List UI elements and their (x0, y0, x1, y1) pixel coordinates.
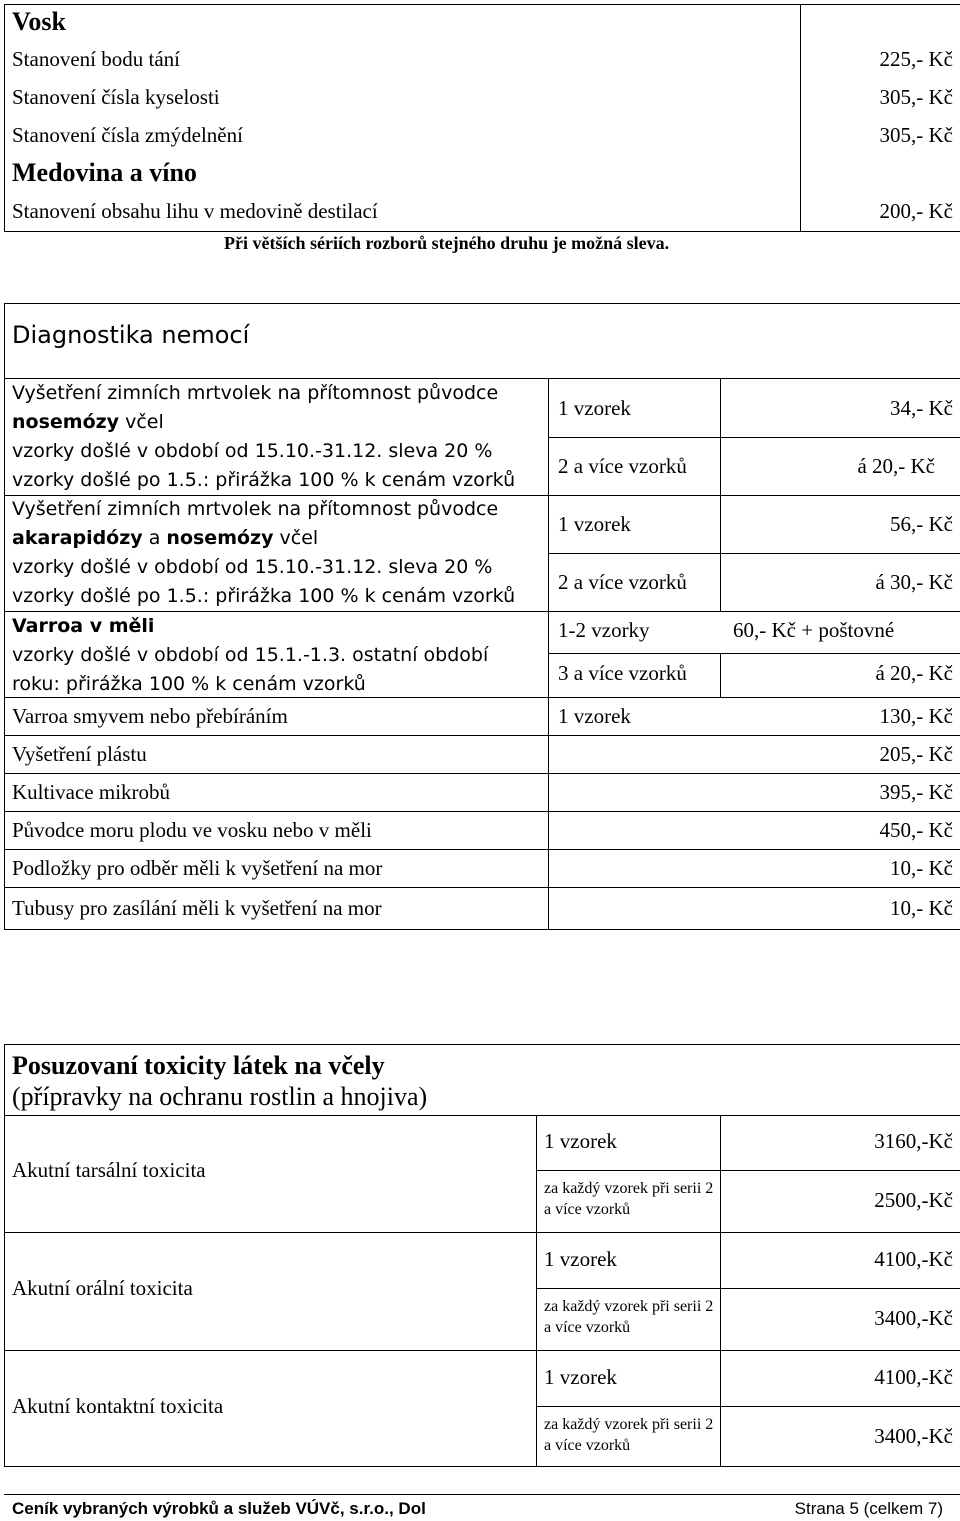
smyv-qty: 1 vzorek (558, 704, 631, 728)
akarapidoza-price-2: á 30,- Kč (875, 570, 953, 594)
toxicity-title (12, 1050, 427, 1112)
tox-divider (4, 1232, 960, 1233)
nosemoza-price-1: 34,- Kč (890, 396, 953, 420)
tox-item-qty-1: 1 vzorek (544, 1129, 617, 1153)
diag-divider (4, 849, 960, 850)
footer-rule (4, 1494, 960, 1495)
tox-item-price-1: 3160,-Kč (874, 1129, 953, 1153)
tox-item-price-1: 4100,-Kč (874, 1365, 953, 1389)
diag-divider (4, 735, 960, 736)
diag-row-price: 450,- Kč (879, 818, 953, 842)
vosk-row-label: Stanovení bodu tání (12, 47, 180, 71)
varroa-qty-2: 3 a více vzorků (558, 661, 687, 685)
smyv-label: Varroa smyvem nebo přebíráním (12, 704, 288, 728)
medovina-title: Medovina a víno (12, 158, 197, 187)
diag-row-label: Vyšetření plástu (12, 742, 147, 766)
smyv-price: 130,- Kč (879, 704, 953, 728)
diag-divider (4, 887, 960, 888)
diag-row-price: 205,- Kč (879, 742, 953, 766)
medovina-row-price: 200,- Kč (879, 199, 953, 223)
diag-divider (4, 697, 960, 698)
tox-qty-divider (720, 1115, 721, 1467)
vosk-row-label: Stanovení čísla zmýdelnění (12, 123, 243, 147)
diag-label-divider-lower (548, 735, 549, 930)
vosk-table (4, 4, 960, 232)
tox-item-price-2: 3400,-Kč (874, 1424, 953, 1448)
nosemoza-line1: Vyšetření zimních mrtvolek na přítomnost původce (12, 382, 499, 404)
nosemoza-qty-1: 1 vzorek (558, 396, 631, 420)
diag-divider (4, 773, 960, 774)
tox-item-qty-2: za každý vzorek při serii 2 a více vzorků (544, 1180, 714, 1218)
diag-label-divider (548, 378, 549, 735)
varroa-price-1: 60,- Kč + poštovné (733, 618, 895, 642)
akarapidoza-qty-1: 1 vzorek (558, 512, 631, 536)
tox-label-divider (536, 1115, 537, 1467)
diag-row-price: 395,- Kč (879, 780, 953, 804)
diag-divider (4, 811, 960, 812)
akarapidoza-line1: Vyšetření zimních mrtvolek na přítomnost původce (12, 498, 499, 520)
nosemoza-qty-2: 2 a více vzorků (558, 454, 687, 478)
diagnostika-header-divider (4, 378, 960, 379)
varroa-title: Varroa v měli (12, 615, 155, 637)
akarapidoza-line4: vzorky došlé po 1.5.: přirážka 100 % k cenám vzorků (12, 585, 516, 607)
varroa-price-2: á 20,- Kč (875, 661, 953, 685)
tox-item-price-1: 4100,-Kč (874, 1247, 953, 1271)
tox-item-label: Akutní tarsální toxicita (12, 1158, 206, 1182)
vosk-row-price: 305,- Kč (879, 85, 953, 109)
nosemoza-line3: vzorky došlé v období od 15.10.-31.12. sleva 20 % (12, 440, 493, 462)
akarapidoza-line2: akarapidózy a nosemózy včel (12, 527, 319, 549)
varroa-line3: roku: přirážka 100 % k cenám vzorků (12, 673, 366, 695)
vosk-row-price: 225,- Kč (879, 47, 953, 71)
vosk-column-divider (800, 4, 801, 232)
diag-row-label: Podložky pro odběr měli k vyšetření na mor (12, 856, 383, 880)
diag-divider (4, 611, 960, 612)
footer-left: Ceník vybraných výrobků a služeb VÚVč, s.r.o., Dol (12, 1499, 426, 1518)
vosk-row-price: 305,- Kč (879, 123, 953, 147)
tox-item-qty-2: za každý vzorek při serii 2 a více vzorků (544, 1298, 714, 1336)
tox-item-qty-2: za každý vzorek při serii 2 a více vzorků (544, 1416, 714, 1454)
tox-item-qty-1: 1 vzorek (544, 1247, 617, 1271)
tox-item-label: Akutní kontaktní toxicita (12, 1394, 224, 1418)
varroa-qty-1: 1-2 vzorky (558, 618, 650, 642)
diag-row-label: Kultivace mikrobů (12, 780, 171, 804)
footer-right: Strana 5 (celkem 7) (794, 1499, 943, 1518)
diag-divider (4, 495, 960, 496)
tox-item-price-2: 3400,-Kč (874, 1306, 953, 1330)
diag-row-price: 10,- Kč (890, 856, 953, 880)
akarapidoza-line3: vzorky došlé v období od 15.10.-31.12. sleva 20 % (12, 556, 493, 578)
diag-qty-divider-lower (720, 653, 721, 697)
akarapidoza-price-1: 56,- Kč (890, 512, 953, 536)
diag-divider (548, 437, 960, 438)
vosk-row-label: Stanovení čísla kyselosti (12, 85, 220, 109)
tox-item-price-2: 2500,-Kč (874, 1188, 953, 1212)
tox-divider (536, 1406, 960, 1407)
nosemoza-line4: vzorky došlé po 1.5.: přirážka 100 % k cenám vzorků (12, 469, 516, 491)
tox-divider (4, 1350, 960, 1351)
diag-row-label: Původce moru plodu ve vosku nebo v měli (12, 818, 372, 842)
diag-divider (548, 553, 960, 554)
toxicity-title-line1: Posuzovaní toxicity látek na včely (12, 1051, 385, 1080)
discount-note: Při větších sériích rozborů stejného druhu je možná sleva. (224, 233, 670, 253)
akarapidoza-qty-2: 2 a více vzorků (558, 570, 687, 594)
toxicity-title-line2: (přípravky na ochranu rostlin a hnojiva) (12, 1082, 428, 1111)
vosk-title: Vosk (12, 7, 66, 36)
diagnostika-title: Diagnostika nemocí (12, 321, 250, 349)
tox-divider (536, 1170, 960, 1171)
diag-divider (548, 653, 960, 654)
tox-item-qty-1: 1 vzorek (544, 1365, 617, 1389)
tox-divider (4, 1115, 960, 1116)
diag-row-label: Tubusy pro zasílání měli k vyšetření na mor (12, 896, 382, 920)
nosemoza-price-2: á 20,- Kč (857, 454, 935, 478)
medovina-row-label: Stanovení obsahu lihu v medovině destilací (12, 199, 378, 223)
varroa-line2: vzorky došlé v období od 15.1.-1.3. ostatní období (12, 644, 489, 666)
diag-row-price: 10,- Kč (890, 896, 953, 920)
tox-item-label: Akutní orální toxicita (12, 1276, 193, 1300)
tox-divider (536, 1288, 960, 1289)
nosemoza-line2: nosemózy včel (12, 411, 164, 433)
